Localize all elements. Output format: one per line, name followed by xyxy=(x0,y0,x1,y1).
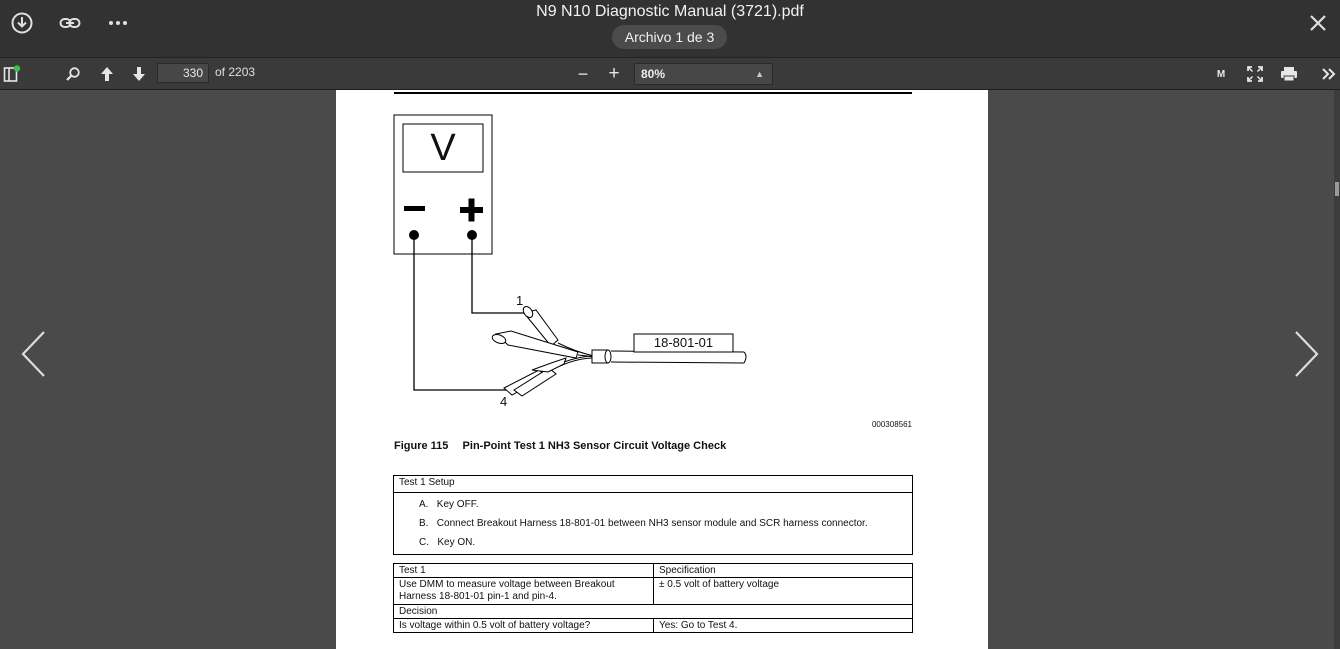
sidebar-toggle-icon[interactable] xyxy=(3,64,21,84)
print-icon[interactable] xyxy=(1279,64,1299,84)
tools-expand-icon[interactable] xyxy=(1320,64,1338,84)
decision-question-cell: Is voltage within 0.5 volt of battery voltage? xyxy=(394,619,654,633)
setup-step: B. Connect Breakout Harness 18-801-01 between NH3 sensor module and SCR harness connector. xyxy=(419,518,868,529)
next-file-arrow-icon[interactable] xyxy=(1294,330,1320,383)
pin-4-label: 4 xyxy=(500,394,508,409)
scrollbar-thumb[interactable] xyxy=(1335,182,1339,196)
previous-file-arrow-icon[interactable] xyxy=(20,330,46,383)
fullscreen-icon[interactable] xyxy=(1246,64,1264,84)
title-bar xyxy=(0,0,1340,57)
vertical-scrollbar[interactable] xyxy=(1334,90,1340,649)
document-title: N9 N10 Diagnostic Manual (3721).pdf xyxy=(536,3,804,20)
figure-code: 000308561 xyxy=(871,420,912,429)
presentation-mode-button[interactable]: M xyxy=(1216,68,1226,80)
page-number-input[interactable]: 330 xyxy=(157,63,209,83)
negative-lead xyxy=(414,238,508,390)
previous-page-icon[interactable] xyxy=(98,64,116,84)
pin-1-label: 1 xyxy=(516,293,524,308)
test-1-table xyxy=(393,563,913,633)
page-total-label: of 2203 xyxy=(215,65,256,79)
minus-sign-icon xyxy=(404,206,425,211)
zoom-select[interactable] xyxy=(634,63,773,85)
zoom-in-button[interactable]: + xyxy=(608,63,620,84)
pdf-toolbar xyxy=(0,57,1340,90)
search-icon[interactable] xyxy=(64,64,82,84)
decision-header: Decision xyxy=(394,605,913,619)
specification-cell: ± 0.5 volt of battery voltage xyxy=(654,578,913,605)
pdf-page xyxy=(336,90,988,649)
zoom-value: 80% xyxy=(641,67,666,81)
setup-step: C. Key ON. xyxy=(419,537,476,548)
decision-answer-cell: Yes: Go to Test 4. xyxy=(654,619,913,633)
zoom-out-button[interactable]: − xyxy=(577,63,589,84)
setup-step: A. Key OFF. xyxy=(419,499,479,510)
figure-number: Figure 115 xyxy=(394,440,449,452)
close-icon[interactable] xyxy=(1305,10,1331,36)
test-column-header: Test 1 xyxy=(394,564,654,578)
figure-title: Pin-Point Test 1 NH3 Sensor Circuit Voltage Check xyxy=(462,440,727,452)
test-setup-table xyxy=(393,475,913,555)
setup-table-header: Test 1 Setup xyxy=(394,476,913,493)
meter-display-label: V xyxy=(430,127,456,169)
file-indicator-badge: Archivo 1 de 3 xyxy=(612,25,727,49)
figure-caption xyxy=(394,440,726,452)
select-arrows-icon: ▲ xyxy=(755,69,764,79)
harness-label: 18-801-01 xyxy=(653,335,714,350)
setup-steps-cell xyxy=(394,493,913,555)
next-page-icon[interactable] xyxy=(130,64,148,84)
specification-column-header: Specification xyxy=(654,564,913,578)
test-procedure-cell: Use DMM to measure voltage between Breakout Harness 18-801-01 pin-1 and pin-4. xyxy=(394,578,654,605)
